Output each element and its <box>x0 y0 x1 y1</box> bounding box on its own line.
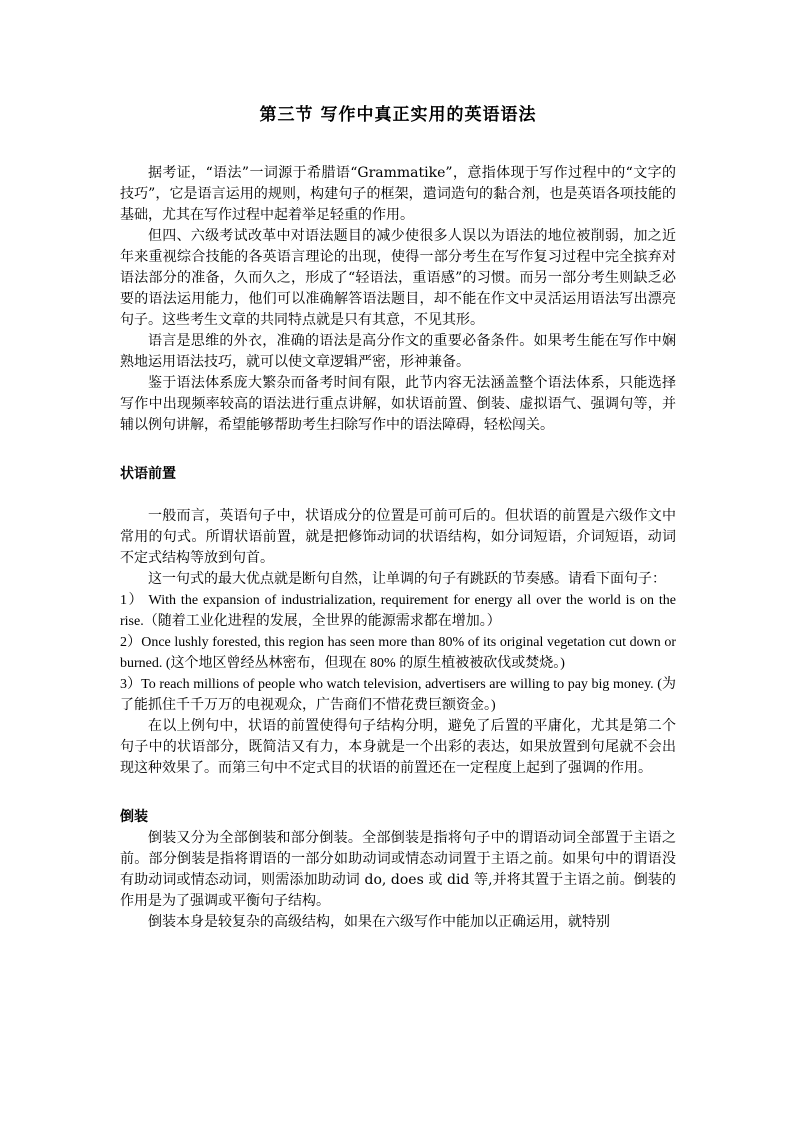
section-adverbial-fronting <box>120 464 676 779</box>
intro-paragraph-2: 但四、六级考试改革中对语法题目的减少使很多人误以为语法的地位被削弱，加之近年来重视综合技能的各英语言理论的出现，使得一部分考生在写作复习过程中完全摈弃对语法部分的准备，久而久之，形成了“轻语法，重语感”的习惯。而另一部分考生则缺乏必要的语法运用能力，他们可以准确解答语法题目，却不能在作文中灵活运用语法写出漂亮句子。这些考生文章的共同特点就是只有其意，不见其形。 <box>120 228 676 328</box>
page-title: 第三节 写作中真正实用的英语语法 <box>259 105 537 125</box>
intro-paragraph-3: 语言是思维的外衣，准确的语法是高分作文的重要必备条件。如果考生能在写作中娴熟地运用语法技巧，就可以使文章逻辑严密，形神兼备。 <box>120 333 676 370</box>
example-sentence-2: 2）Once lushly forested, this region has seen more than 80% of its original vegetation cut down or burned. (这个地区曾经丛林密布，但现在 80% 的原生植被被砍伐或焚烧。) <box>120 635 676 671</box>
section1-paragraph-2: 这一句式的最大优点就是断句自然，让单调的句子有跳跃的节奏感。请看下面句子： <box>148 571 666 587</box>
intro-section <box>120 163 676 436</box>
example-sentence-1: 1） With the expansion of industrialization, requirement for energy all over the world is on the rise.（随着工业化进程的发展，全世界的能源需求都在增加。） <box>120 593 676 629</box>
intro-paragraph-1: 据考证，“语法”一词源于希腊语“Grammatike”，意指体现于写作过程中的“文字的技巧”，它是语言运用的规则，构建句子的框架，遣词造句的黏合剂，也是英语各项技能的基础，尤其在写作过程中起着举足轻重的作用。 <box>120 165 676 223</box>
example-sentence-3: 3）To reach millions of people who watch television, advertisers are willing to pay big money. (为了能抓住千千万万的电视观众，广告商们不惜花费巨额资金。) <box>120 677 676 713</box>
section1-conclusion: 在以上例句中，状语的前置使得句子结构分明，避免了后置的平庸化，尤其是第二个句子中的状语部分，既简洁又有力，本身就是一个出彩的表达，如果放置到句尾就不会出现这种效果了。而第三句中不定式目的状语的前置还在一定程度上起到了强调的作用。 <box>120 718 676 776</box>
section1-paragraph-1: 一般而言，英语句子中，状语成分的位置是可前可后的。但状语的前置是六级作文中常用的句式。所谓状语前置，就是把修饰动词的状语结构，如分词短语，介词短语，动词不定式结构等放到句首。 <box>120 508 676 566</box>
section-inversion <box>120 807 676 933</box>
section2-paragraph-2: 倒装本身是较复杂的高级结构，如果在六级写作中能加以正确运用，就特别 <box>148 914 610 930</box>
section-heading-adverbial: 状语前置 <box>120 466 176 482</box>
intro-paragraph-4: 鉴于语法体系庞大繁杂而备考时间有限，此节内容无法涵盖整个语法体系，只能选择写作中出现频率较高的语法进行重点讲解，如状语前置、倒装、虚拟语气、强调句等，并辅以例句讲解，希望能够帮助考生扫除写作中的语法障碍，轻松闯关。 <box>120 375 676 433</box>
section2-paragraph-1: 倒装又分为全部倒装和部分倒装。全部倒装是指将句子中的谓语动词全部置于主语之前。部分倒装是指将谓语的一部分如助动词或情态动词置于主语之前。如果句中的谓语没有助动词或情态动词，则需添加助动词 do, does 或 did 等,并将其置于主语之前。倒装的作用是为了强调或平衡句子结构。 <box>120 830 676 909</box>
section-heading-inversion: 倒装 <box>120 809 148 825</box>
document-page <box>120 100 676 933</box>
